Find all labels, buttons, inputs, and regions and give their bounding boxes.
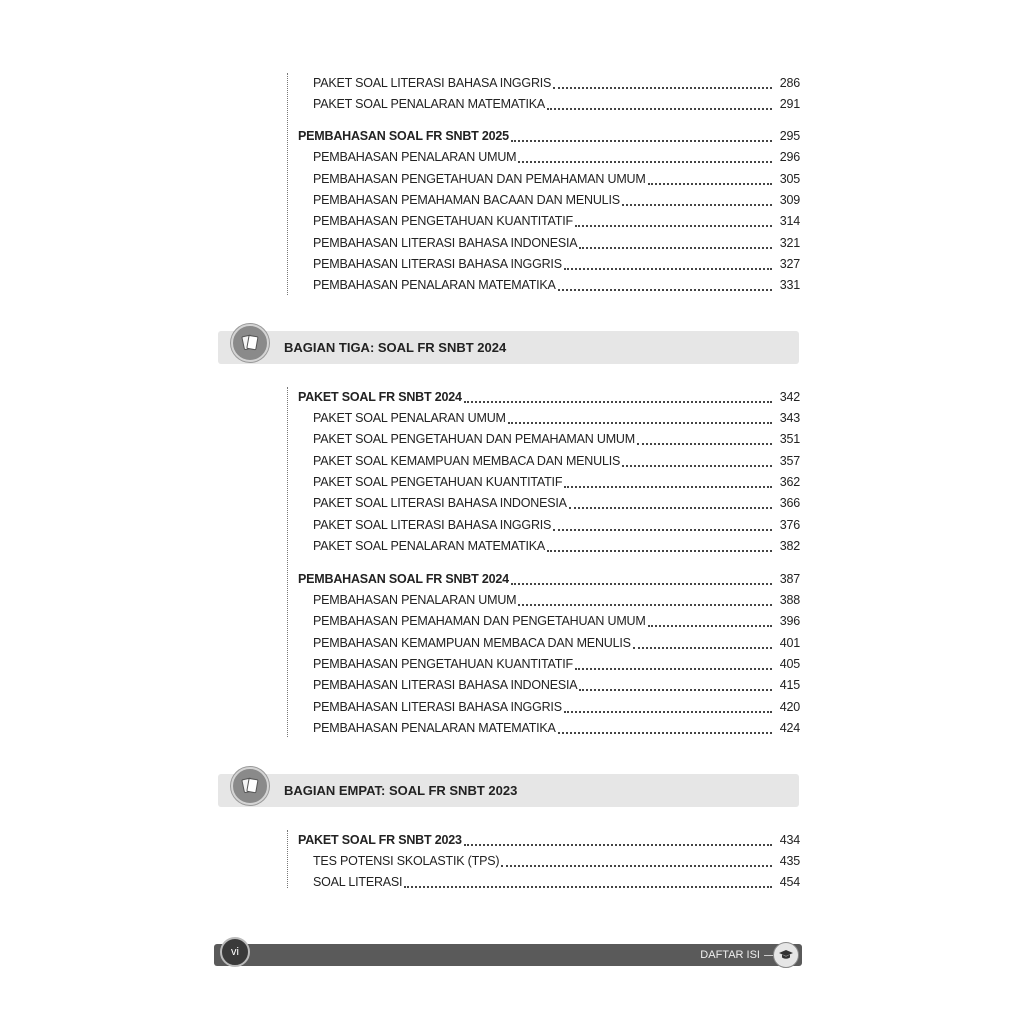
dot-leader xyxy=(633,647,772,649)
toc-heading-label: PAKET SOAL FR SNBT 2024 xyxy=(298,390,462,404)
section-banner-bagian-tiga[interactable] xyxy=(218,331,799,364)
toc-page-number: 291 xyxy=(779,97,800,111)
dot-leader xyxy=(547,108,772,110)
toc-page-number: 396 xyxy=(779,614,800,628)
toc-entry-label: PEMBAHASAN LITERASI BAHASA INGGRIS xyxy=(313,700,562,714)
toc-page-number: 454 xyxy=(779,875,800,889)
toc-page-number: 376 xyxy=(779,518,800,532)
toc-row[interactable] xyxy=(313,718,800,738)
toc-row[interactable] xyxy=(313,94,800,114)
dot-leader xyxy=(575,225,772,227)
toc-entry-label: PAKET SOAL PENALARAN MATEMATIKA xyxy=(313,539,546,553)
dot-leader xyxy=(501,865,772,867)
toc-heading-label: PEMBAHASAN SOAL FR SNBT 2024 xyxy=(298,572,509,586)
toc-entry-label: PEMBAHASAN KEMAMPUAN MEMBACA DAN MENULIS xyxy=(313,636,631,650)
toc-heading-row[interactable] xyxy=(298,126,800,146)
toc-row[interactable] xyxy=(313,211,800,231)
toc-page-number: 382 xyxy=(779,539,800,553)
toc-row[interactable] xyxy=(313,169,800,189)
section-banner-title: BAGIAN TIGA: SOAL FR SNBT 2024 xyxy=(284,340,507,355)
toc-row[interactable] xyxy=(313,73,800,93)
toc-entry-label: PEMBAHASAN PENGETAHUAN KUANTITATIF xyxy=(313,214,573,228)
dot-leader xyxy=(648,625,772,627)
page-number-badge: vi xyxy=(220,937,250,967)
toc-page-number: 401 xyxy=(779,636,800,650)
toc-page-number: 343 xyxy=(779,411,800,425)
toc-row[interactable] xyxy=(313,590,800,610)
book-badge-icon xyxy=(231,324,269,362)
toc-row[interactable] xyxy=(313,190,800,210)
dot-leader xyxy=(564,711,772,713)
toc-heading-row[interactable] xyxy=(298,569,800,589)
toc-page-number: 296 xyxy=(779,150,800,164)
toc-entry-label: PEMBAHASAN PENALARAN UMUM xyxy=(313,150,517,164)
toc-page-number: 434 xyxy=(779,833,800,847)
book-badge-icon xyxy=(231,767,269,805)
dot-leader xyxy=(558,732,772,734)
section-banner-bagian-empat[interactable] xyxy=(218,774,799,807)
toc-page-number: 305 xyxy=(779,172,800,186)
toc-entry-label: PEMBAHASAN PENALARAN MATEMATIKA xyxy=(313,278,556,292)
toc-row[interactable] xyxy=(313,654,800,674)
toc-entry-label: PEMBAHASAN PENALARAN UMUM xyxy=(313,593,517,607)
dot-leader xyxy=(575,668,772,670)
toc-row[interactable] xyxy=(313,675,800,695)
dot-leader xyxy=(579,689,772,691)
toc-row[interactable] xyxy=(313,493,800,513)
toc-page-number: 314 xyxy=(779,214,800,228)
toc-page-number: 295 xyxy=(779,129,800,143)
graduation-cap-icon xyxy=(773,942,799,968)
toc-page-number: 405 xyxy=(779,657,800,671)
toc-row[interactable] xyxy=(313,147,800,167)
toc-row[interactable] xyxy=(313,472,800,492)
dot-leader xyxy=(547,550,772,552)
dot-leader xyxy=(553,529,772,531)
dot-leader xyxy=(579,247,772,249)
toc-page-number: 309 xyxy=(779,193,800,207)
dot-leader xyxy=(511,140,772,142)
toc-row[interactable] xyxy=(313,451,800,471)
toc-page-number: 424 xyxy=(779,721,800,735)
dot-leader xyxy=(637,443,772,445)
dot-leader xyxy=(518,161,772,163)
dot-leader xyxy=(511,583,772,585)
toc-page-number: 342 xyxy=(779,390,800,404)
section-banner-title: BAGIAN EMPAT: SOAL FR SNBT 2023 xyxy=(284,783,518,798)
toc-row[interactable] xyxy=(313,697,800,717)
toc-page-number: 420 xyxy=(779,700,800,714)
dot-leader xyxy=(508,422,772,424)
toc-entry-label: PAKET SOAL PENGETAHUAN DAN PEMAHAMAN UMUM xyxy=(313,432,635,446)
toc-heading-label: PAKET SOAL FR SNBT 2023 xyxy=(298,833,462,847)
toc-entry-label: PEMBAHASAN PENALARAN MATEMATIKA xyxy=(313,721,556,735)
toc-entry-label: PEMBAHASAN PENGETAHUAN DAN PEMAHAMAN UMUM xyxy=(313,172,646,186)
toc-heading-row[interactable] xyxy=(298,830,800,850)
toc-heading-row[interactable] xyxy=(298,387,800,407)
toc-entry-label: PEMBAHASAN PEMAHAMAN BACAAN DAN MENULIS xyxy=(313,193,620,207)
dot-leader xyxy=(622,204,772,206)
toc-entry-label: PAKET SOAL PENALARAN UMUM xyxy=(313,411,506,425)
dot-leader xyxy=(569,507,772,509)
toc-row[interactable] xyxy=(313,515,800,535)
toc-entry-label: PEMBAHASAN PEMAHAMAN DAN PENGETAHUAN UMUM xyxy=(313,614,646,628)
toc-group-continued xyxy=(287,73,800,295)
dot-leader xyxy=(564,268,772,270)
toc-entry-label: PAKET SOAL LITERASI BAHASA INGGRIS xyxy=(313,76,552,90)
toc-row[interactable] xyxy=(313,233,800,253)
toc-entry-label: PEMBAHASAN LITERASI BAHASA INDONESIA xyxy=(313,236,578,250)
toc-page-number: 327 xyxy=(779,257,800,271)
toc-row[interactable] xyxy=(313,408,800,428)
toc-group-bagian-empat xyxy=(287,830,800,888)
toc-page-number: 357 xyxy=(779,454,800,468)
toc-heading-label: PEMBAHASAN SOAL FR SNBT 2025 xyxy=(298,129,509,143)
toc-page-number: 351 xyxy=(779,432,800,446)
toc-entry-label: PEMBAHASAN PENGETAHUAN KUANTITATIF xyxy=(313,657,573,671)
footer-title: DAFTAR ISI xyxy=(700,949,760,961)
toc-page-number: 366 xyxy=(779,496,800,510)
toc-row[interactable] xyxy=(313,536,800,556)
toc-row[interactable] xyxy=(313,254,800,274)
toc-entry-label: TES POTENSI SKOLASTIK (TPS) xyxy=(313,854,500,868)
toc-page-number: 387 xyxy=(779,572,800,586)
toc-page-number: 435 xyxy=(779,854,800,868)
dot-leader xyxy=(553,87,772,89)
toc-entry-label: SOAL LITERASI xyxy=(313,875,403,889)
toc-entry-label: PAKET SOAL LITERASI BAHASA INDONESIA xyxy=(313,496,567,510)
toc-page-number: 388 xyxy=(779,593,800,607)
toc-row[interactable] xyxy=(313,633,800,653)
dot-leader xyxy=(622,465,772,467)
toc-row[interactable] xyxy=(313,429,800,449)
toc-row[interactable] xyxy=(313,611,800,631)
toc-row[interactable] xyxy=(313,872,800,892)
page-footer xyxy=(214,944,802,966)
toc-entry-label: PEMBAHASAN LITERASI BAHASA INGGRIS xyxy=(313,257,562,271)
toc-page-number: 415 xyxy=(779,678,800,692)
toc-entry-label: PAKET SOAL PENALARAN MATEMATIKA xyxy=(313,97,546,111)
toc-entry-label: PAKET SOAL LITERASI BAHASA INGGRIS xyxy=(313,518,552,532)
dot-leader xyxy=(464,401,772,403)
toc-page-number: 331 xyxy=(779,278,800,292)
toc-entry-label: PAKET SOAL PENGETAHUAN KUANTITATIF xyxy=(313,475,563,489)
toc-group-bagian-tiga xyxy=(287,387,800,737)
toc-page-number: 321 xyxy=(779,236,800,250)
dot-leader xyxy=(464,844,772,846)
dot-leader xyxy=(558,289,772,291)
dot-leader xyxy=(404,886,772,888)
toc-entry-label: PEMBAHASAN LITERASI BAHASA INDONESIA xyxy=(313,678,578,692)
toc-page-number: 362 xyxy=(779,475,800,489)
toc-page-number: 286 xyxy=(779,76,800,90)
toc-entry-label: PAKET SOAL KEMAMPUAN MEMBACA DAN MENULIS xyxy=(313,454,621,468)
toc-row[interactable] xyxy=(313,275,800,295)
toc-row[interactable] xyxy=(313,851,800,871)
dot-leader xyxy=(564,486,772,488)
dot-leader xyxy=(648,183,772,185)
dot-leader xyxy=(518,604,772,606)
